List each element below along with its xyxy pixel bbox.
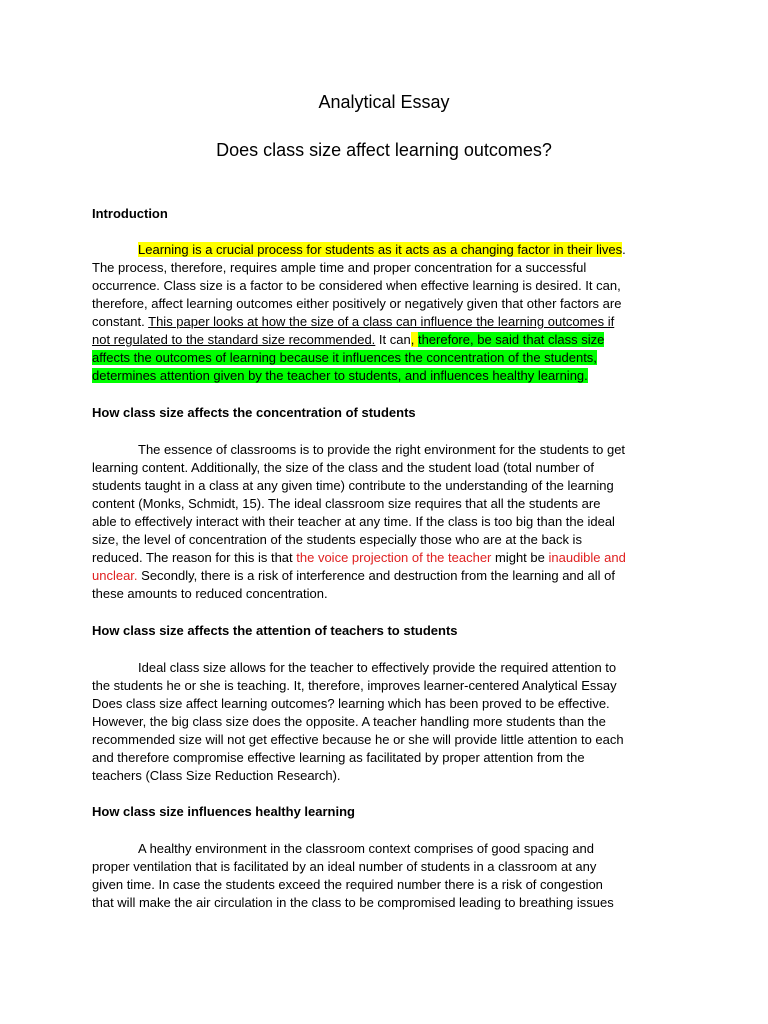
text-run: constant. (92, 314, 149, 329)
text-run: Secondly, there is a risk of interference and destruction from the learning and all of (137, 568, 615, 583)
red-text: the voice projection of the teacher (296, 550, 492, 565)
text-run: reduced. The reason for this is that (92, 550, 297, 565)
text-run: might be (491, 550, 549, 565)
red-text: inaudible and (548, 550, 626, 565)
paragraph-line: given time. In case the students exceed the required number there is a risk of congestion (92, 877, 603, 892)
highlighted-text: determines attention given by the teacher to students, and influences healthy learning. (92, 368, 588, 383)
paragraph-line: the students he or she is teaching. It, therefore, improves learner-centered Analytical Essay (92, 678, 617, 693)
paragraph-line: occurrence. Class size is a factor to be considered when effective learning is desired. It can, (92, 278, 621, 293)
paragraph-line: students taught in a class at any given time) contribute to the understanding of the learning (92, 478, 614, 493)
paragraph-line (92, 349, 676, 367)
section-heading-concentration: How class size affects the concentration of students (92, 405, 416, 420)
paragraph-line (92, 331, 676, 349)
paragraph-line: A healthy environment in the classroom context comprises of good spacing and (138, 841, 594, 856)
paragraph-attention (92, 659, 676, 785)
section-heading-introduction: Introduction (92, 206, 168, 221)
paragraph-line: that will make the air circulation in the class to be compromised leading to breathing issues (92, 895, 614, 910)
paragraph-concentration (92, 441, 676, 603)
paragraph-line: able to effectively interact with their teacher at any time. If the class is too big than the ideal (92, 514, 615, 529)
paragraph-line (92, 567, 676, 585)
paragraph-line: these amounts to reduced concentration. (92, 586, 328, 601)
text-run: It can (375, 332, 411, 347)
paragraph-line: and therefore compromise effective learning as facilitated by proper attention from the (92, 750, 585, 765)
highlighted-text: therefore, be said that class size (417, 332, 605, 347)
paragraph-line: recommended size will not get effective because he or she will provide little attention to each (92, 732, 624, 747)
highlighted-text: , (410, 332, 418, 347)
paragraph-line: therefore, affect learning outcomes either positively or negatively given that other factors are (92, 296, 622, 311)
highlighted-text: Learning is a crucial process for students as it acts as a changing factor in their lives (138, 242, 623, 257)
paragraph-introduction (92, 241, 676, 385)
paragraph-line: content (Monks, Schmidt, 15). The ideal classroom size requires that all the students are (92, 496, 601, 511)
paragraph-line (92, 367, 676, 385)
red-text: unclear. (92, 568, 138, 583)
document-subtitle: Does class size affect learning outcomes? (216, 140, 552, 160)
section-heading-attention: How class size affects the attention of teachers to students (92, 623, 458, 638)
paragraph-line: size, the level of concentration of the students especially those who are at the back is (92, 532, 582, 547)
paragraph-healthy (92, 840, 676, 912)
document-title: Analytical Essay (318, 92, 450, 112)
paragraph-line: Does class size affect learning outcomes? learning which has been proved to be effective. (92, 696, 610, 711)
underlined-text: not regulated to the standard size recommended. (92, 332, 376, 347)
paragraph-line: teachers (Class Size Reduction Research). (92, 768, 341, 783)
paragraph-line: The essence of classrooms is to provide the right environment for the students to get (138, 442, 626, 457)
paragraph-line: proper ventilation that is facilitated by an ideal number of students in a classroom at any (92, 859, 597, 874)
paragraph-line (92, 549, 676, 567)
underlined-text: This paper looks at how the size of a class can influence the learning outcomes if (148, 314, 615, 329)
paragraph-line: However, the big class size does the opposite. A teacher handling more students than the (92, 714, 606, 729)
paragraph-line (92, 313, 676, 331)
highlighted-text: affects the outcomes of learning because it influences the concentration of the students, (92, 350, 597, 365)
text-run: . (622, 242, 626, 257)
paragraph-line: The process, therefore, requires ample time and proper concentration for a successful (92, 260, 587, 275)
paragraph-line: learning content. Additionally, the size of the class and the student load (total number of (92, 460, 595, 475)
paragraph-line (92, 241, 676, 259)
section-heading-healthy: How class size influences healthy learning (92, 804, 355, 819)
paragraph-line: Ideal class size allows for the teacher to effectively provide the required attention to (138, 660, 617, 675)
